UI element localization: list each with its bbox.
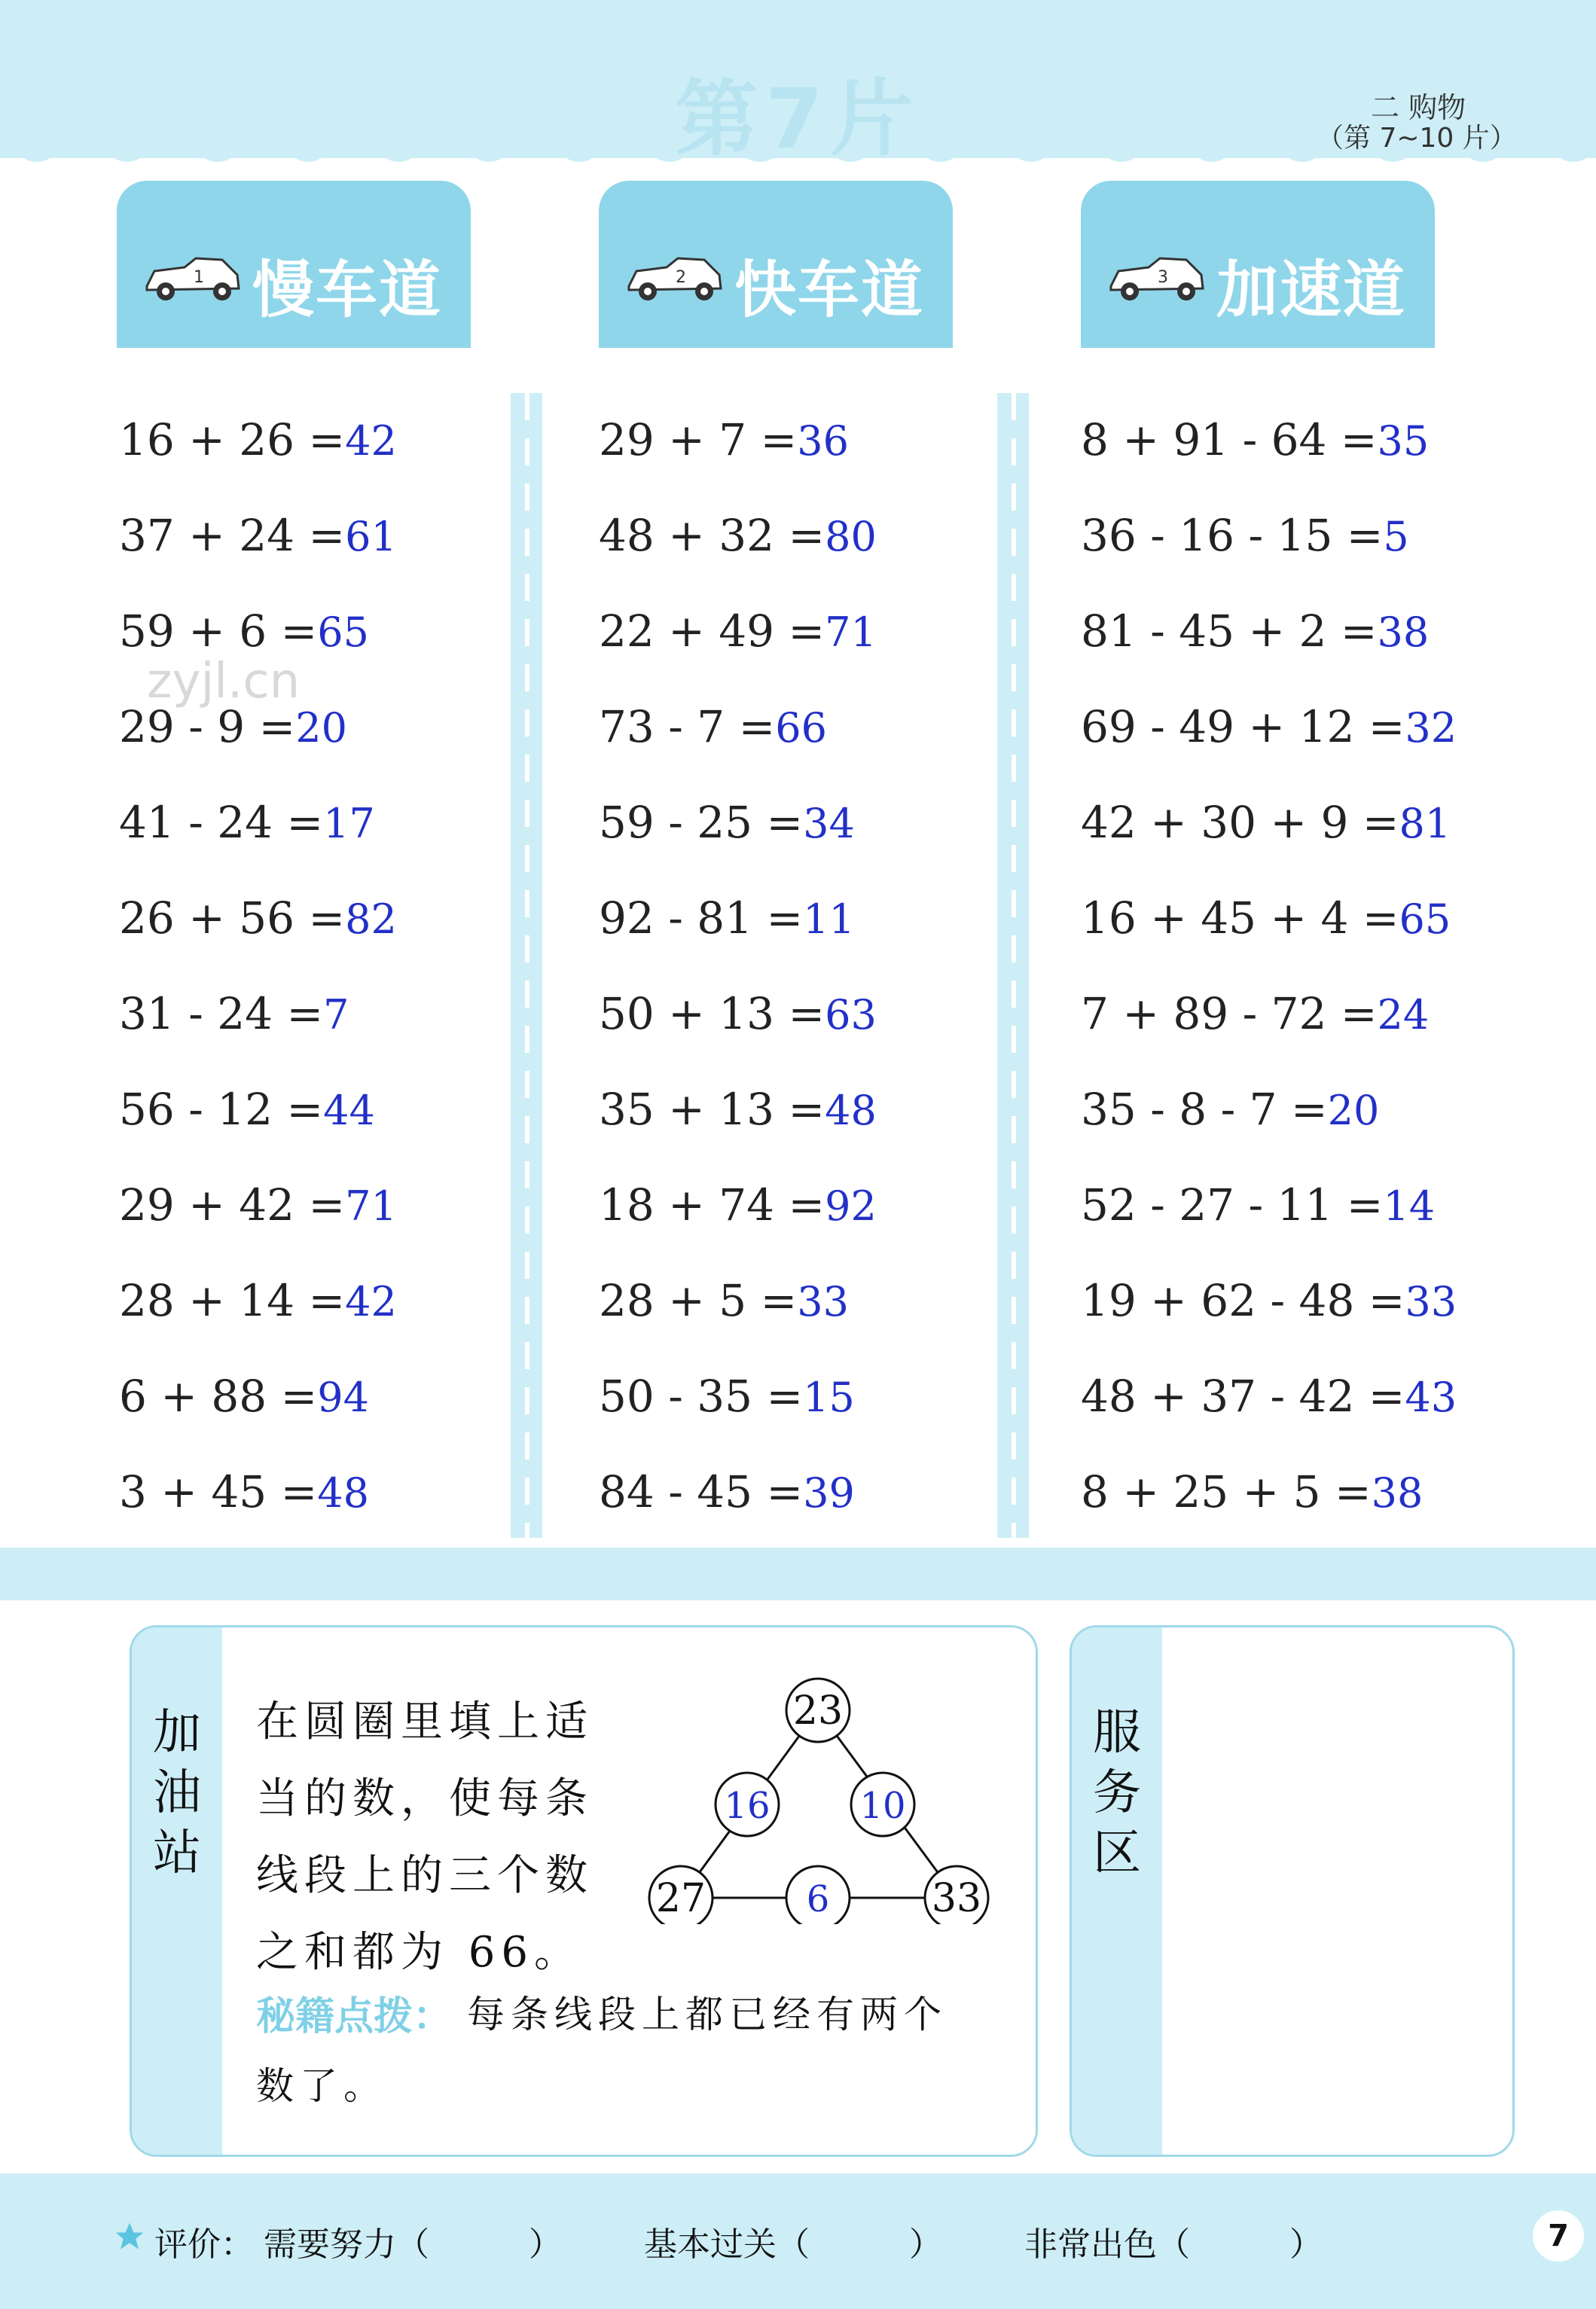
equation-row: [599, 1466, 855, 1517]
equation-text: 22 + 49 =: [599, 605, 825, 657]
svg-text:10: 10: [859, 1785, 906, 1827]
answer-field[interactable]: 39: [803, 1469, 855, 1517]
equation-text: 7 + 89 - 72 =: [1081, 988, 1378, 1039]
svg-text:2: 2: [676, 268, 686, 287]
road-divider: [511, 393, 542, 1538]
equation-text: 56 - 12 =: [119, 1084, 324, 1135]
puzzle-side-label: 加油站: [153, 1705, 201, 1881]
answer-field[interactable]: 65: [317, 609, 369, 656]
unit-title: 二 购物: [1371, 91, 1466, 124]
svg-text:1: 1: [194, 268, 204, 287]
answer-field[interactable]: 71: [345, 1182, 397, 1230]
equation-text: 41 - 24 =: [119, 797, 324, 848]
section-band: [0, 1548, 1596, 1600]
equation-text: 73 - 7 =: [599, 701, 776, 752]
equation-row: [119, 1371, 369, 1422]
circle-bottom-right: [925, 1866, 988, 1924]
equation-row: [599, 1084, 877, 1135]
equation-text: 35 - 8 - 7 =: [1081, 1084, 1328, 1135]
equation-text: 19 + 62 - 48 =: [1081, 1275, 1405, 1326]
equation-text: 8 + 91 - 64 =: [1081, 414, 1378, 465]
equation-row: [1081, 797, 1451, 848]
answer-field[interactable]: 24: [1377, 991, 1430, 1039]
equation-row: [599, 414, 849, 465]
lane-header-fast: [599, 181, 953, 348]
equation-text: 35 + 13 =: [599, 1084, 825, 1135]
equation-row: [119, 1275, 397, 1326]
equation-row: [1081, 701, 1457, 752]
svg-text:3: 3: [1158, 268, 1168, 287]
equation-text: 59 - 25 =: [599, 797, 804, 848]
equation-text: 16 + 45 + 4 =: [1081, 892, 1399, 944]
answer-field[interactable]: 7: [323, 991, 349, 1039]
answer-field[interactable]: 20: [295, 704, 347, 752]
answer-field[interactable]: 63: [825, 991, 877, 1039]
equation-text: 16 + 26 =: [119, 414, 346, 465]
equation-text: 36 - 16 - 15 =: [1081, 510, 1384, 561]
equation-text: 31 - 24 =: [119, 988, 324, 1039]
service-side-label: 服务区: [1093, 1705, 1141, 1881]
equation-text: 52 - 27 - 11 =: [1081, 1179, 1384, 1231]
answer-field[interactable]: 48: [317, 1469, 369, 1517]
road-divider: [997, 393, 1029, 1538]
answer-field[interactable]: 36: [797, 417, 849, 465]
answer-field[interactable]: 42: [345, 417, 397, 465]
lane-header-slow: [117, 181, 471, 348]
page-number: 7: [1533, 2210, 1584, 2262]
lane-label-slow: 慢车道: [252, 255, 443, 326]
equation-row: [119, 1179, 397, 1231]
circle-bottom-mid[interactable]: [786, 1866, 850, 1924]
lane-label-fast: 快车道: [734, 255, 925, 326]
equation-text: 29 - 9 =: [119, 701, 296, 752]
equation-row: [1081, 414, 1429, 465]
tip-text: 每条线段上都已经有两个: [467, 1993, 948, 2036]
answer-field[interactable]: 20: [1327, 1087, 1380, 1134]
equation-row: [119, 988, 349, 1039]
equation-row: [599, 1371, 855, 1422]
answer-field[interactable]: 14: [1383, 1182, 1436, 1230]
equation-text: 81 - 45 + 2 =: [1081, 605, 1378, 657]
equation-row: [599, 892, 855, 944]
race-car-icon: [621, 252, 727, 305]
equation-row: [599, 701, 827, 752]
rating-option-excellent[interactable]: 非常出色（ ）: [1024, 2225, 1323, 2264]
equation-text: 29 + 7 =: [599, 414, 798, 465]
equation-row: [599, 797, 855, 848]
equation-text: 6 + 88 =: [119, 1371, 318, 1422]
equation-text: 92 - 81 =: [599, 892, 804, 944]
rating-label: 评价：: [154, 2225, 254, 2264]
answer-field[interactable]: 65: [1399, 895, 1451, 943]
equation-row: [119, 510, 397, 561]
equation-text: 48 + 37 - 42 =: [1081, 1371, 1405, 1422]
equation-text: 8 + 25 + 5 =: [1081, 1466, 1372, 1517]
star-icon: [113, 2220, 146, 2253]
answer-field[interactable]: 81: [1399, 800, 1451, 847]
equation-row: [1081, 892, 1451, 944]
answer-field[interactable]: 44: [323, 1087, 375, 1134]
answer-field[interactable]: 35: [1377, 417, 1430, 465]
equation-row: [1081, 1466, 1423, 1517]
equation-row: [119, 1084, 375, 1135]
tip-text-cont: 数了。: [256, 2064, 387, 2108]
watermark: zyjl.cn: [147, 654, 301, 709]
answer-field[interactable]: 82: [345, 895, 397, 943]
equation-text: 18 + 74 =: [599, 1179, 825, 1231]
circle-left-mid[interactable]: [716, 1773, 779, 1836]
svg-text:27: 27: [655, 1876, 706, 1921]
puzzle-line-4: 之和都为 66。: [256, 1928, 583, 1977]
equation-row: [599, 1179, 877, 1231]
answer-field[interactable]: 38: [1377, 609, 1430, 656]
equation-row: [1081, 605, 1429, 657]
equation-row: [599, 1275, 849, 1326]
equation-row: [119, 605, 369, 657]
puzzle-line-2: 当的数，使每条: [256, 1774, 594, 1823]
equation-text: 28 + 5 =: [599, 1275, 798, 1326]
equation-text: 26 + 56 =: [119, 892, 346, 944]
answer-field[interactable]: 43: [1405, 1374, 1457, 1421]
equation-text: 59 + 6 =: [119, 605, 318, 657]
equation-row: [1081, 1371, 1457, 1422]
unit-range: （第 7~10 片）: [1317, 123, 1517, 154]
answer-field[interactable]: 11: [803, 895, 855, 943]
equation-row: [1081, 1084, 1379, 1135]
circle-bottom-left: [649, 1866, 713, 1924]
circle-top: [786, 1679, 850, 1742]
answer-field[interactable]: 34: [803, 800, 855, 847]
rating-option-pass[interactable]: 基本过关（ ）: [644, 2225, 942, 2264]
equation-row: [599, 988, 877, 1039]
page-title: 第7片: [675, 71, 921, 167]
equation-row: [1081, 1275, 1457, 1326]
equation-text: 50 - 35 =: [599, 1371, 804, 1422]
equation-text: 69 - 49 + 12 =: [1081, 701, 1405, 752]
equation-text: 50 + 13 =: [599, 988, 825, 1039]
svg-text:16: 16: [724, 1785, 771, 1827]
equation-row: [1081, 1179, 1435, 1231]
answer-field[interactable]: 71: [825, 609, 877, 656]
answer-field[interactable]: 33: [797, 1278, 849, 1325]
equation-row: [599, 510, 877, 561]
equation-row: [119, 892, 397, 944]
answer-field[interactable]: 33: [1405, 1278, 1457, 1325]
equation-text: 28 + 14 =: [119, 1275, 346, 1326]
answer-field[interactable]: 17: [323, 800, 375, 847]
triangle-diagram: [640, 1676, 1002, 1924]
rating-option-need-effort[interactable]: 需要努力（ ）: [264, 2225, 562, 2264]
answer-field[interactable]: 42: [345, 1278, 397, 1325]
answer-field[interactable]: 32: [1405, 704, 1457, 752]
equation-text: 42 + 30 + 9 =: [1081, 797, 1399, 848]
circle-right-mid[interactable]: [851, 1773, 914, 1836]
answer-field[interactable]: 66: [775, 704, 827, 752]
answer-field[interactable]: 61: [345, 513, 397, 560]
answer-field[interactable]: 92: [825, 1182, 877, 1230]
puzzle-line-1: 在圆圈里填上适: [256, 1697, 594, 1746]
svg-text:23: 23: [792, 1688, 844, 1734]
race-car-icon: [1103, 252, 1209, 305]
lane-header-accel: [1081, 181, 1435, 348]
equation-row: [119, 1466, 369, 1517]
equation-row: [599, 605, 877, 657]
equation-text: 84 - 45 =: [599, 1466, 804, 1517]
answer-field[interactable]: 94: [317, 1374, 369, 1421]
equation-text: 37 + 24 =: [119, 510, 346, 561]
equation-text: 29 + 42 =: [119, 1179, 346, 1231]
answer-field[interactable]: 38: [1371, 1469, 1424, 1517]
answer-field[interactable]: 80: [825, 513, 877, 560]
answer-field[interactable]: 15: [803, 1374, 855, 1421]
puzzle-line-3: 线段上的三个数: [256, 1851, 594, 1900]
tip-label: 秘籍点拨：: [256, 1994, 453, 2039]
equation-row: [1081, 988, 1429, 1039]
race-car-icon: [139, 252, 245, 305]
svg-text:33: 33: [931, 1876, 982, 1921]
equation-text: 48 + 32 =: [599, 510, 825, 561]
answer-field[interactable]: 48: [825, 1087, 877, 1134]
service-panel: [1070, 1625, 1515, 2157]
equation-row: [119, 797, 375, 848]
equation-row: [119, 414, 397, 465]
equation-text: 3 + 45 =: [119, 1466, 318, 1517]
lane-label-accel: 加速道: [1216, 255, 1407, 326]
answer-field[interactable]: 5: [1383, 513, 1409, 560]
equation-row: [1081, 510, 1409, 561]
svg-text:6: 6: [806, 1878, 830, 1920]
